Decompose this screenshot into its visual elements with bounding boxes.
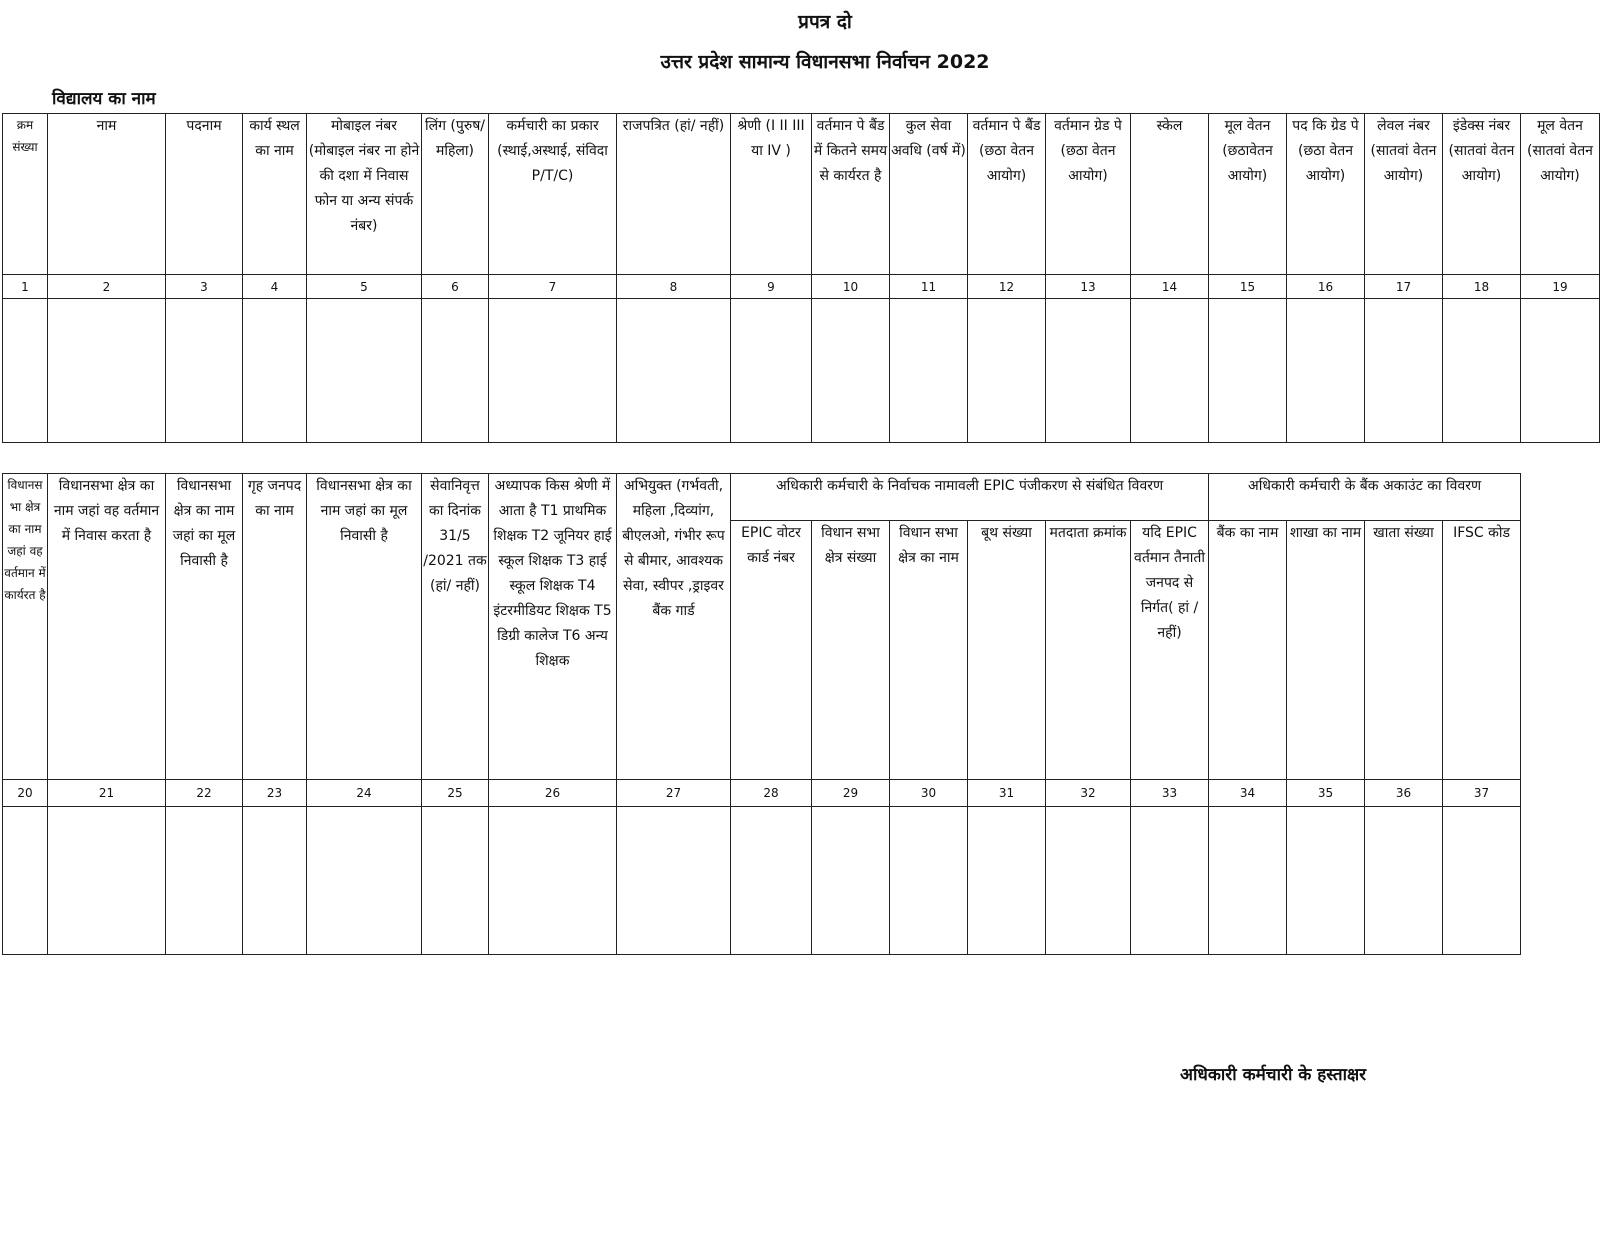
entry-cell[interactable] [1443,807,1521,955]
column-number: 12 [968,275,1046,299]
entry-cell[interactable] [1131,299,1209,443]
header-teacher-category: अध्यापक किस श्रेणी में आता है T1 प्राथमिक शिक्षक T2 जूनियर हाई स्कूल शिक्षक T3 हाई स्कूल शिक्षक T4 इंटरमीडियट शिक्षक T5 डिग्री कालेज T6 अन्य शिक्षक [489,474,617,780]
header-constituency-number: विधान सभा क्षेत्र संख्या [812,521,890,780]
column-number: 19 [1521,275,1600,299]
table-header-row [3,114,1600,275]
header-epic-card-number: EPIC वोटर कार्ड नंबर [731,521,812,780]
entry-cell[interactable] [1365,299,1443,443]
column-number: 3 [166,275,243,299]
school-name-label: विद्यालय का नाम [52,89,156,109]
header-post-grade-pay: पद कि ग्रेड पे (छठा वेतन आयोग) [1287,114,1365,275]
entry-cell[interactable] [1131,807,1209,955]
column-number: 33 [1131,780,1209,807]
column-number: 29 [812,780,890,807]
header-exemption-category: अभियुक्त (गर्भवती, महिला ,दिव्यांग, बीएलओ, गंभीर रूप से बीमार, आवश्यक सेवा, स्वीपर ,ड्राइवर बैंक गार्ड [617,474,731,780]
entry-cell[interactable] [1365,807,1443,955]
header-constituency-name: विधान सभा क्षेत्र का नाम [890,521,968,780]
column-number: 20 [3,780,48,807]
election-bank-details-table [2,473,1521,955]
column-number: 14 [1131,275,1209,299]
entry-cell[interactable] [489,807,617,955]
entry-cell[interactable] [3,299,48,443]
column-number: 17 [1365,275,1443,299]
column-number: 27 [617,780,731,807]
header-group-bank: अधिकारी कर्मचारी के बैंक अकाउंट का विवरण [1209,474,1521,521]
table-header-row [3,474,1521,521]
entry-cell[interactable] [731,807,812,955]
entry-cell[interactable] [617,807,731,955]
entry-cell[interactable] [968,807,1046,955]
column-number: 32 [1046,780,1131,807]
column-number: 5 [307,275,422,299]
header-category: श्रेणी (I II III या IV ) [731,114,812,275]
header-voter-serial: मतदाता क्रमांक [1046,521,1131,780]
column-number: 36 [1365,780,1443,807]
table-entry-row [3,299,1600,443]
header-basic-pay-6th: मूल वेतन (छठावेतन आयोग) [1209,114,1287,275]
table-entry-row [3,807,1521,955]
column-number: 30 [890,780,968,807]
column-number: 28 [731,780,812,807]
column-number: 25 [422,780,489,807]
header-booth-number: बूथ संख्या [968,521,1046,780]
entry-cell[interactable] [617,299,731,443]
header-total-service: कुल सेवा अवधि (वर्ष में) [890,114,968,275]
entry-cell[interactable] [968,299,1046,443]
column-number: 37 [1443,780,1521,807]
entry-cell[interactable] [422,807,489,955]
header-native-constituency: विधानसभा क्षेत्र का नाम जहां का मूल निवासी है [166,474,243,780]
header-pay-band-duration: वर्तमान पे बैंड में कितने समय से कार्यरत है [812,114,890,275]
signature-label: अधिकारी कर्मचारी के हस्ताक्षर [1180,1065,1367,1085]
column-number: 21 [48,780,166,807]
column-number: 22 [166,780,243,807]
entry-cell[interactable] [1287,299,1365,443]
employee-details-table [2,113,1600,443]
column-number: 15 [1209,275,1287,299]
column-number: 35 [1287,780,1365,807]
column-number: 24 [307,780,422,807]
entry-cell[interactable] [307,807,422,955]
entry-cell[interactable] [812,299,890,443]
entry-cell[interactable] [1287,807,1365,955]
header-index-number: इंडेक्स नंबर (सातवां वेतन आयोग) [1443,114,1521,275]
header-current-grade-pay: वर्तमान ग्रेड पे (छठा वेतन आयोग) [1046,114,1131,275]
election-title: उत्तर प्रदेश सामान्य विधानसभा निर्वाचन 2022 [660,51,990,73]
header-bank-name: बैंक का नाम [1209,521,1287,780]
column-number: 2 [48,275,166,299]
header-employee-type: कर्मचारी का प्रकार (स्थाई,अस्थाई, संविदा P/T/C) [489,114,617,275]
entry-cell[interactable] [1209,807,1287,955]
entry-cell[interactable] [422,299,489,443]
header-residence-constituency: विधानसभा क्षेत्र का नाम जहां वह वर्तमान में निवास करता है [48,474,166,780]
column-number-row [3,275,1600,299]
header-native-constituency-2: विधानसभा क्षेत्र का नाम जहां का मूल निवासी है [307,474,422,780]
entry-cell[interactable] [166,299,243,443]
column-number: 23 [243,780,307,807]
entry-cell[interactable] [243,807,307,955]
header-group-epic: अधिकारी कर्मचारी के निर्वाचक नामावली EPIC पंजीकरण से संबंधित विवरण [731,474,1209,521]
header-current-pay-band: वर्तमान पे बैंड (छठा वेतन आयोग) [968,114,1046,275]
entry-cell[interactable] [1521,299,1600,443]
entry-cell[interactable] [48,807,166,955]
entry-cell[interactable] [307,299,422,443]
header-designation: पदनाम [166,114,243,275]
entry-cell[interactable] [489,299,617,443]
entry-cell[interactable] [812,807,890,955]
header-scale: स्केल [1131,114,1209,275]
column-number: 18 [1443,275,1521,299]
entry-cell[interactable] [1209,299,1287,443]
column-number: 1 [3,275,48,299]
header-current-constituency: विधानसभा क्षेत्र का नाम जहां वह वर्तमान में कार्यरत है [3,474,48,780]
column-number: 4 [243,275,307,299]
header-mobile-number: मोबाइल नंबर (मोबाइल नंबर ना होने की दशा में निवास फोन या अन्य संपर्क नंबर) [307,114,422,275]
column-number: 8 [617,275,731,299]
entry-cell[interactable] [1046,299,1131,443]
column-number: 7 [489,275,617,299]
column-number: 34 [1209,780,1287,807]
form-title: प्रपत्र दो [798,11,852,33]
entry-cell[interactable] [890,299,968,443]
entry-cell[interactable] [3,807,48,955]
header-account-number: खाता संख्या [1365,521,1443,780]
column-number: 16 [1287,275,1365,299]
header-gender: लिंग (पुरुष/ महिला) [422,114,489,275]
column-number: 26 [489,780,617,807]
column-number-row [3,780,1521,807]
column-number: 10 [812,275,890,299]
entry-cell[interactable] [1046,807,1131,955]
column-number: 31 [968,780,1046,807]
header-home-district: गृह जनपद का नाम [243,474,307,780]
entry-cell[interactable] [48,299,166,443]
header-gazetted: राजपत्रित (हां/ नहीं) [617,114,731,275]
header-level-number: लेवल नंबर (सातवां वेतन आयोग) [1365,114,1443,275]
column-number: 11 [890,275,968,299]
column-number: 9 [731,275,812,299]
entry-cell[interactable] [731,299,812,443]
entry-cell[interactable] [166,807,243,955]
column-number: 13 [1046,275,1131,299]
header-workplace: कार्य स्थल का नाम [243,114,307,275]
header-branch-name: शाखा का नाम [1287,521,1365,780]
header-retirement-date: सेवानिवृत्त का दिनांक 31/5 /2021 तक (हां/ नहीं) [422,474,489,780]
header-ifsc-code: IFSC कोड [1443,521,1521,780]
header-epic-issued-district: यदि EPIC वर्तमान तैनाती जनपद से निर्गत( हां /नहीं) [1131,521,1209,780]
entry-cell[interactable] [1443,299,1521,443]
header-serial-number: क्रम संख्या [3,114,48,275]
column-number: 6 [422,275,489,299]
entry-cell[interactable] [243,299,307,443]
header-basic-pay-7th: मूल वेतन (सातवां वेतन आयोग) [1521,114,1600,275]
entry-cell[interactable] [890,807,968,955]
header-name: नाम [48,114,166,275]
